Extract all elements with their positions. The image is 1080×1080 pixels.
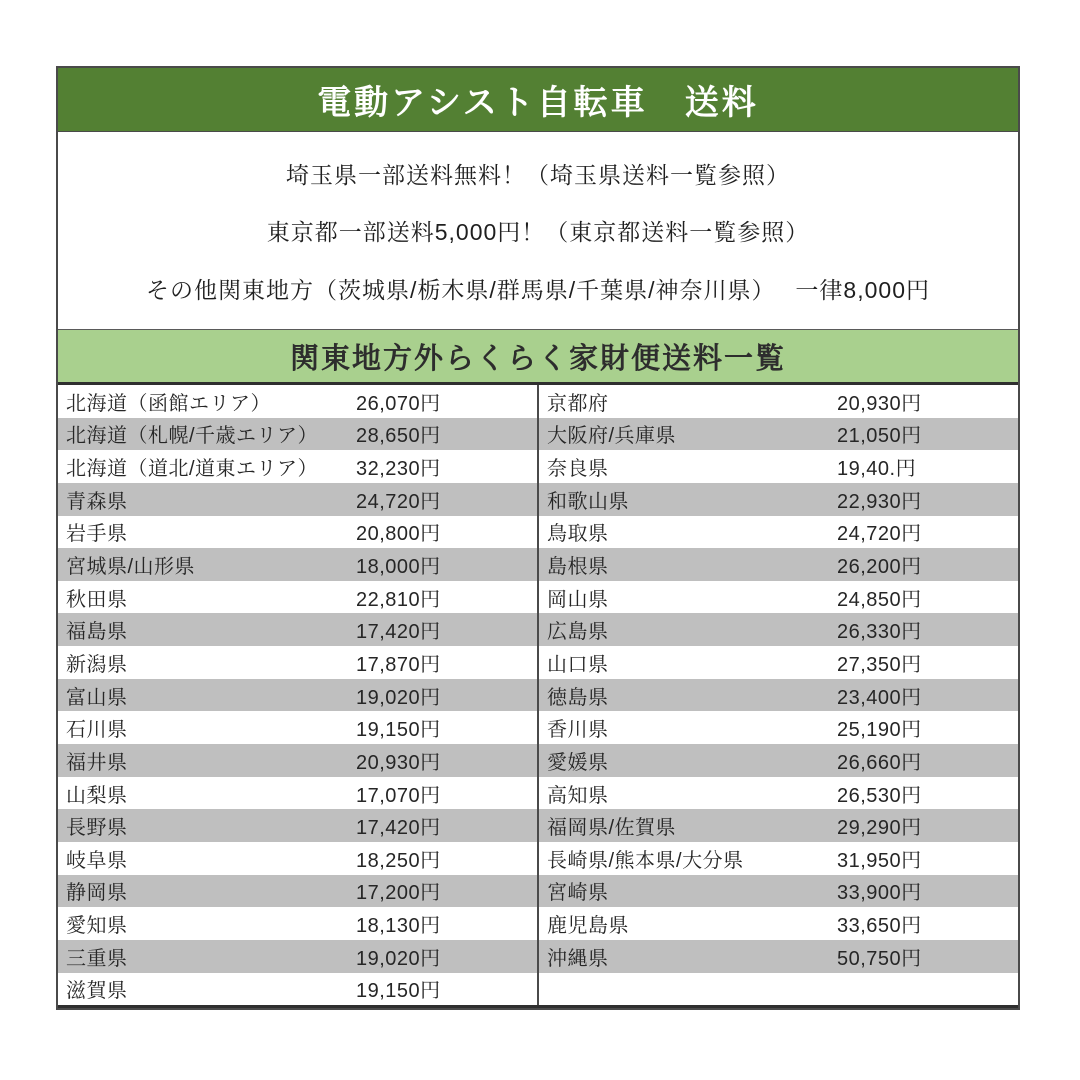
region-name: 福井県 (66, 751, 128, 774)
region-name: 北海道（道北/道東エリア） (66, 458, 319, 481)
region-name: 北海道（函館エリア） (66, 392, 271, 415)
shipping-fee: 22,810円 (356, 588, 441, 611)
table-row (539, 875, 1018, 908)
region-name: 岩手県 (66, 523, 128, 546)
region-name: 愛知県 (66, 915, 128, 938)
region-name: 宮崎県 (547, 882, 609, 905)
table-row (539, 777, 1018, 810)
shipping-fee: 19,150円 (356, 719, 441, 742)
table-row (58, 842, 537, 875)
shipping-fee: 17,420円 (356, 621, 441, 644)
shipping-fee: 24,720円 (837, 523, 922, 546)
shipping-fee: 21,050円 (837, 425, 922, 448)
shipping-fee: 17,200円 (356, 882, 441, 905)
shipping-fee: 26,330円 (837, 621, 922, 644)
note-other-kanto: その他関東地方（茨城県/栃木県/群馬県/千葉県/神奈川県） 一律8,000円 (145, 276, 930, 303)
table-row (58, 548, 537, 581)
table-row (539, 516, 1018, 549)
region-name: 静岡県 (66, 882, 128, 905)
table-row (539, 711, 1018, 744)
shipping-fee: 17,420円 (356, 817, 441, 840)
region-name: 長崎県/熊本県/大分県 (547, 849, 744, 872)
shipping-fee: 22,930円 (837, 490, 922, 513)
table-row (539, 973, 1018, 1006)
region-name: 高知県 (547, 784, 609, 807)
shipping-fee: 19,020円 (356, 947, 441, 970)
shipping-fee: 32,230円 (356, 458, 441, 481)
region-name: 北海道（札幌/千歳エリア） (66, 425, 319, 448)
shipping-fee: 24,850円 (837, 588, 922, 611)
region-name: 島根県 (547, 556, 609, 579)
table-row (539, 385, 1018, 418)
table-row (58, 581, 537, 614)
shipping-fee: 19,020円 (356, 686, 441, 709)
shipping-fee: 20,930円 (837, 392, 922, 415)
region-name: 愛媛県 (547, 751, 609, 774)
shipping-fee: 28,650円 (356, 425, 441, 448)
table-row (539, 613, 1018, 646)
table-row (539, 450, 1018, 483)
fee-table-right-column (537, 385, 1018, 1005)
region-name: 岡山県 (547, 588, 609, 611)
shipping-fee: 19,150円 (356, 980, 441, 1003)
table-row (58, 907, 537, 940)
region-name: 広島県 (547, 621, 609, 644)
table-row (58, 679, 537, 712)
shipping-fee: 19,40.円 (837, 458, 917, 481)
shipping-fee: 26,530円 (837, 784, 922, 807)
shipping-fee: 29,290円 (837, 817, 922, 840)
region-name: 石川県 (66, 719, 128, 742)
shipping-fee: 25,190円 (837, 719, 922, 742)
table-row (58, 809, 537, 842)
table-row (58, 744, 537, 777)
shipping-fee: 17,870円 (356, 653, 441, 676)
note-saitama: 埼玉県一部送料無料！（埼玉県送料一覧参照） (286, 161, 790, 188)
table-row (58, 646, 537, 679)
shipping-fee: 24,720円 (356, 490, 441, 513)
region-name: 青森県 (66, 490, 128, 513)
region-name: 滋賀県 (66, 980, 128, 1003)
region-name: 徳島県 (547, 686, 609, 709)
region-name: 沖縄県 (547, 947, 609, 970)
shipping-fee: 20,800円 (356, 523, 441, 546)
region-name: 三重県 (66, 947, 128, 970)
region-name: 奈良県 (547, 458, 609, 481)
fee-table-header-band (58, 329, 1018, 385)
table-row (539, 940, 1018, 973)
shipping-fee: 18,130円 (356, 915, 441, 938)
region-name: 鹿児島県 (547, 915, 629, 938)
shipping-fee: 33,650円 (837, 915, 922, 938)
shipping-fee: 26,070円 (356, 392, 441, 415)
region-name: 鳥取県 (547, 523, 609, 546)
region-name: 長野県 (66, 817, 128, 840)
region-name: 香川県 (547, 719, 609, 742)
shipping-fee: 33,900円 (837, 882, 922, 905)
shipping-fee: 26,200円 (837, 556, 922, 579)
shipping-fee: 27,350円 (837, 653, 922, 676)
table-row (539, 418, 1018, 451)
region-name: 宮城県/山形県 (66, 556, 196, 579)
shipping-fee: 18,000円 (356, 556, 441, 579)
table-row (539, 483, 1018, 516)
shipping-fee: 20,930円 (356, 751, 441, 774)
region-name: 大阪府/兵庫県 (547, 425, 677, 448)
table-row (539, 646, 1018, 679)
region-name: 岐阜県 (66, 849, 128, 872)
table-row (539, 548, 1018, 581)
table-row (58, 777, 537, 810)
region-name: 富山県 (66, 686, 128, 709)
fee-table-left-column (58, 385, 537, 1005)
shipping-notes-section (58, 132, 1018, 329)
table-row (539, 581, 1018, 614)
table-row (539, 744, 1018, 777)
table-row (539, 907, 1018, 940)
table-row (58, 613, 537, 646)
table-row (58, 711, 537, 744)
region-name: 和歌山県 (547, 490, 629, 513)
table-row (58, 973, 537, 1006)
table-row (58, 418, 537, 451)
region-name: 新潟県 (66, 653, 128, 676)
fee-table-title: 関東地方外らくらく家財便送料一覧 (289, 342, 786, 375)
title-band (58, 68, 1018, 132)
table-row (539, 842, 1018, 875)
table-row (539, 809, 1018, 842)
region-name: 福岡県/佐賀県 (547, 817, 677, 840)
note-tokyo: 東京都一部送料5,000円！（東京都送料一覧参照） (266, 219, 810, 245)
shipping-fee: 50,750円 (837, 947, 922, 970)
fee-table (58, 385, 1018, 1008)
shipping-fee: 18,250円 (356, 849, 441, 872)
region-name: 秋田県 (66, 588, 128, 611)
page-title: 電動アシスト自転車 送料 (317, 84, 759, 122)
region-name: 京都府 (547, 392, 609, 415)
table-row (58, 483, 537, 516)
table-row (58, 940, 537, 973)
region-name: 山梨県 (66, 784, 128, 807)
table-row (58, 516, 537, 549)
table-row (58, 875, 537, 908)
shipping-fee: 26,660円 (837, 751, 922, 774)
table-row (58, 385, 537, 418)
shipping-fee: 23,400円 (837, 686, 922, 709)
shipping-fee: 17,070円 (356, 784, 441, 807)
region-name: 福島県 (66, 621, 128, 644)
shipping-notice-sheet (56, 66, 1020, 1010)
table-row (58, 450, 537, 483)
region-name: 山口県 (547, 653, 609, 676)
shipping-fee: 31,950円 (837, 849, 922, 872)
table-row (539, 679, 1018, 712)
